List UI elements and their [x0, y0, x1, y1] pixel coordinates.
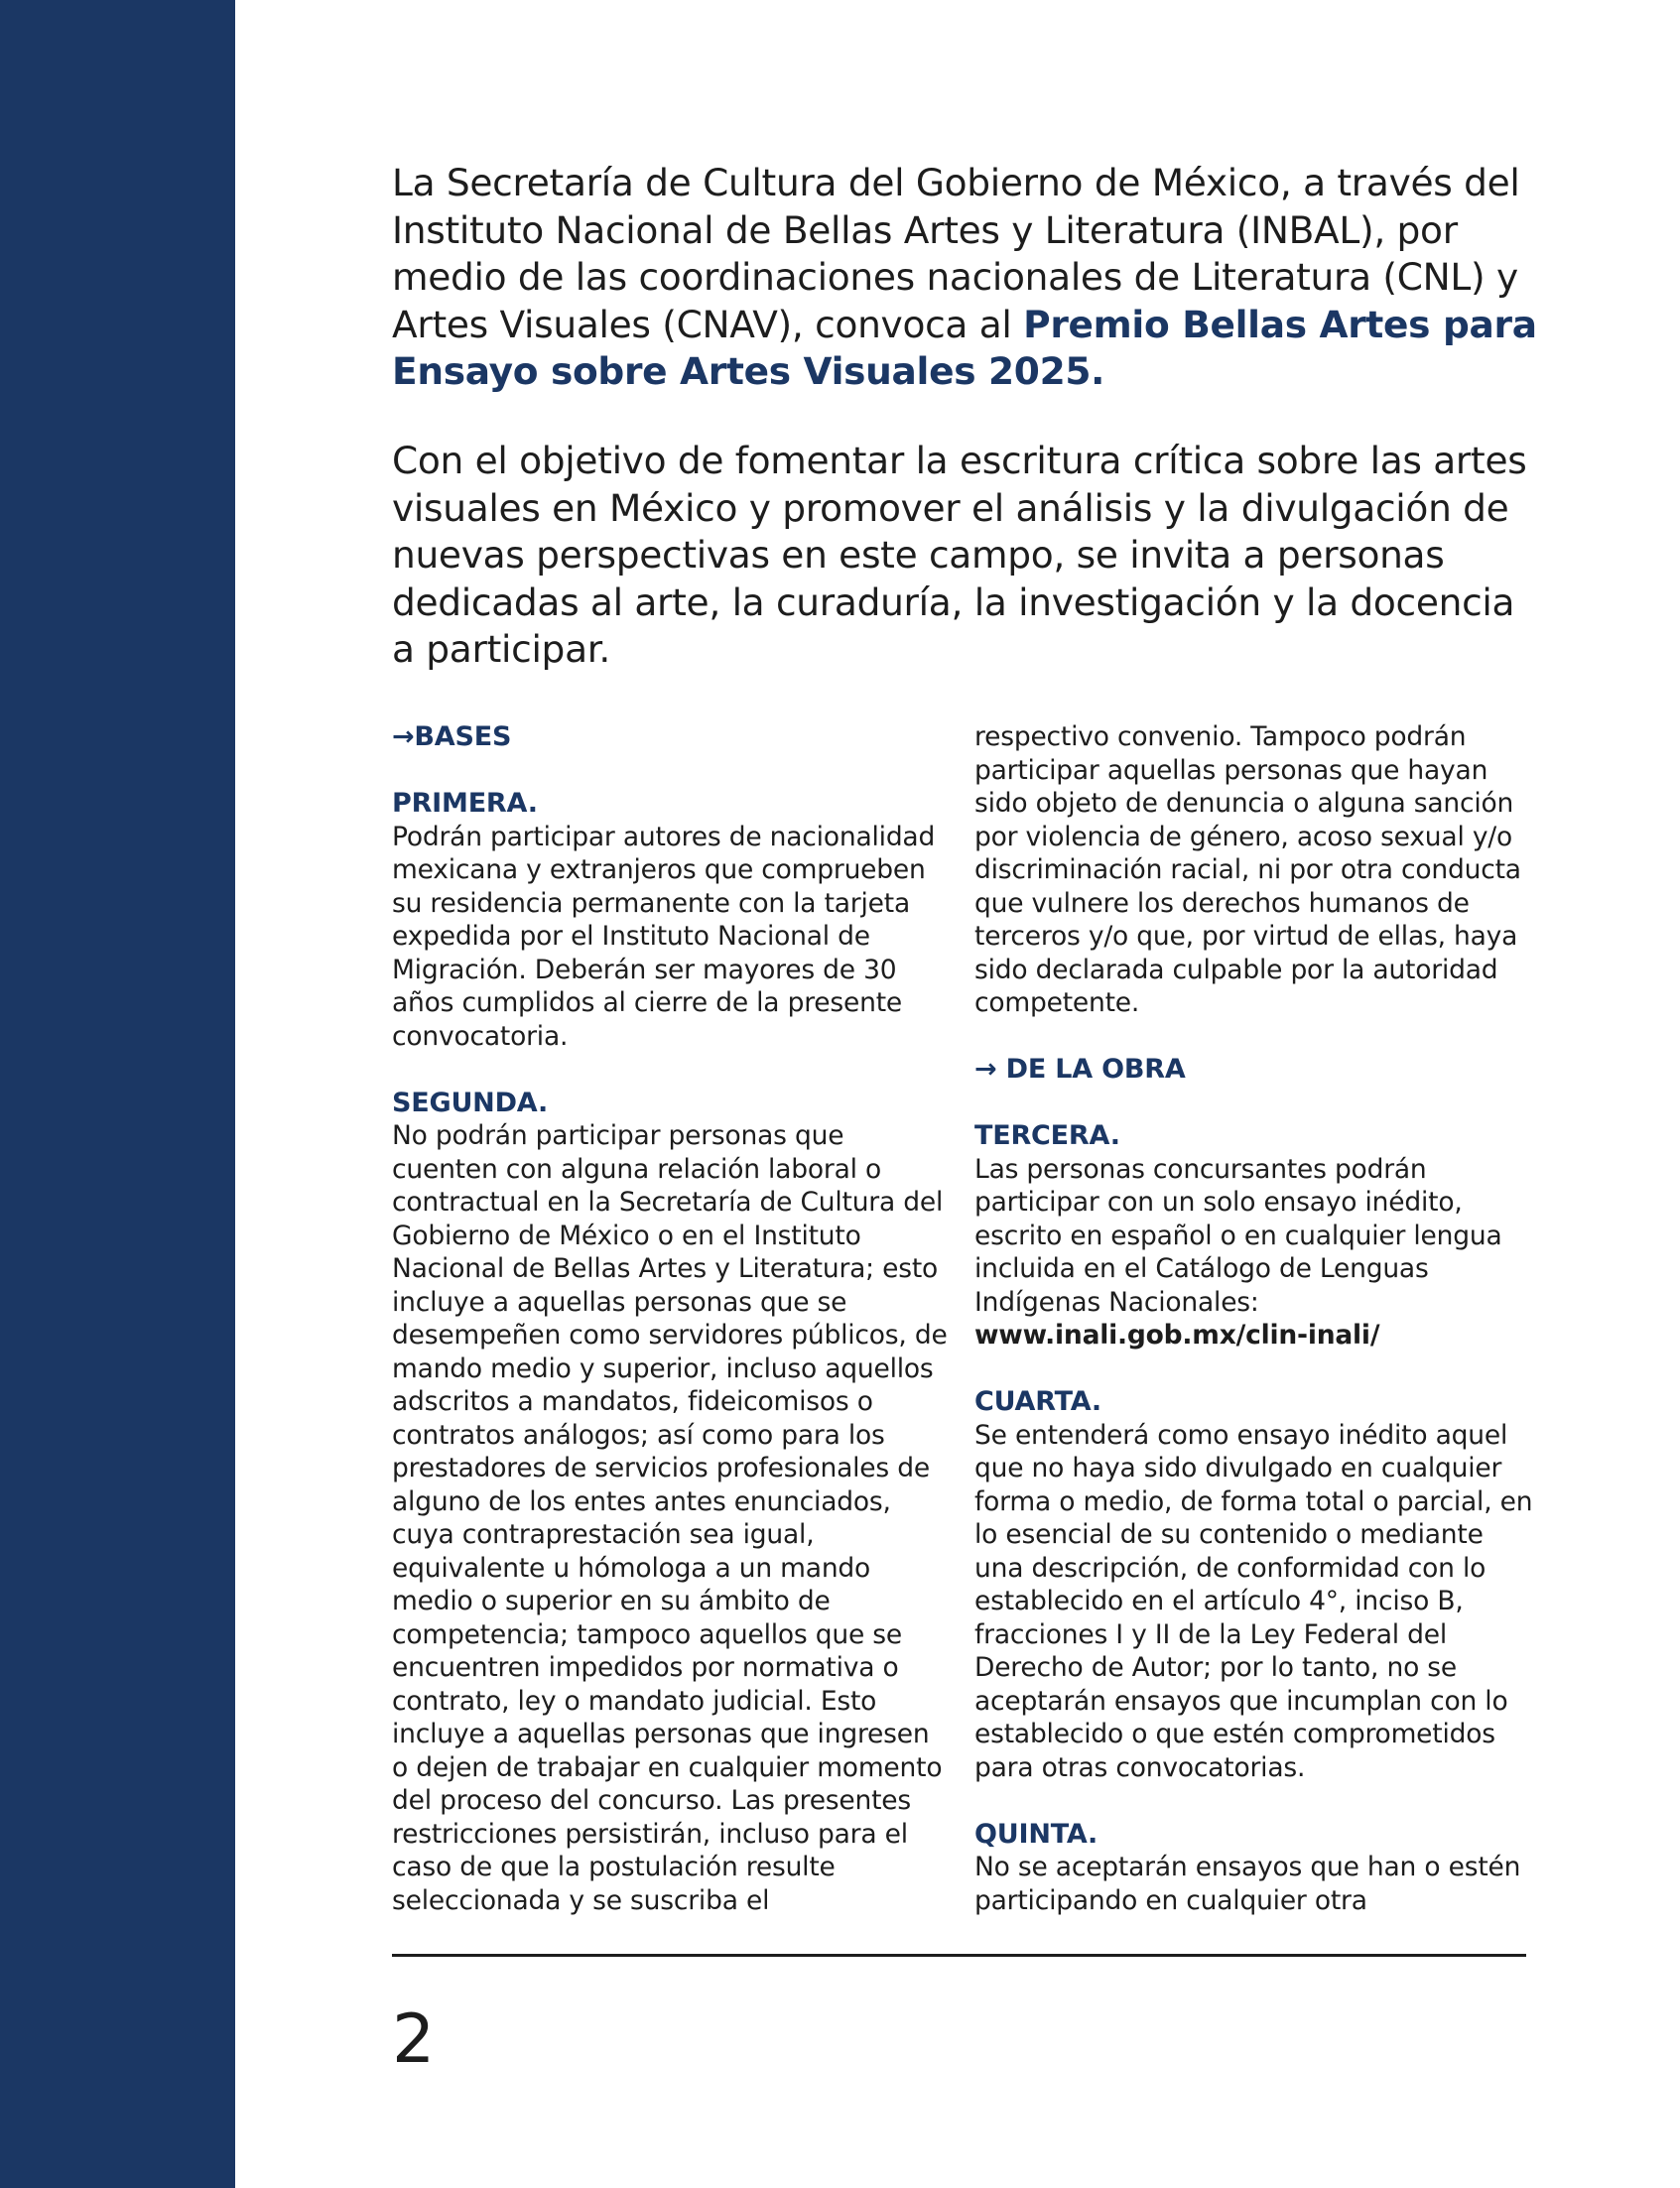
segunda-continued-text: respectivo convenio. Tampoco podrán participar aquellas personas que hayan sido objeto de denuncia o alguna sanción por violencia de género, acoso sexual y/o discriminación racial, ni por otra conducta que vulnere los derechos humanos de terceros y/o que, por virtud de ellas, haya sido declarada culpable por la autoridad competente. — [974, 721, 1521, 1018]
obra-heading: → DE LA OBRA — [974, 1054, 1186, 1085]
tercera-heading: TERCERA. — [974, 1120, 1120, 1151]
quinta-text: No se aceptarán ensayos que han o estén participando en cualquier otra — [974, 1852, 1521, 1916]
primera-text: Podrán participar autores de nacionalidad mexicana y extranjeros que comprueben su residencia permanente con la tarjeta expedida por el Instituto Nacional de Migración. Deberán ser mayores de 30 años cumplidos al cierre de la presente convocatoria. — [392, 821, 936, 1052]
left-column — [392, 720, 953, 1917]
primera-heading: PRIMERA. — [392, 788, 538, 819]
intro-paragraph — [392, 160, 1543, 396]
right-column — [974, 720, 1535, 1917]
intro-text: La Secretaría de Cultura del Gobierno de México, a través del Instituto Nacional de Bellas Artes y Literatura (INBAL), por medio de las coordinaciones nacionales de Literatura (CNL) y Artes Visuales (CNAV), convoca al — [392, 161, 1520, 346]
segunda-heading: SEGUNDA. — [392, 1087, 549, 1118]
prize-name: Premio Bellas Artes para Ensayo sobre Artes Visuales 2025. — [392, 302, 1537, 393]
cuarta-text: Se entenderá como ensayo inédito aquel que no haya sido divulgado en cualquier forma o medio, de forma total o parcial, en lo esencial de su contenido o mediante una descripción, de conformidad con lo establecido en el artículo 4°, inciso B, fracciones I y II de la Ley Federal del Derecho de Autor; por lo tanto, no se aceptarán ensayos que incumplan con lo establecido o que estén comprometidos para otras convocatorias. — [974, 1419, 1533, 1783]
tercera-text: Las personas concursantes podrán participar con un solo ensayo inédito, escrito en español o en cualquier lengua incluida en el Catálogo de Lenguas Indígenas Nacionales: — [974, 1153, 1502, 1318]
inali-link[interactable]: www.inali.gob.mx/clin-inali/ — [974, 1320, 1380, 1351]
objective-paragraph: Con el objetivo de fomentar la escritura crítica sobre las artes visuales en México y promover el análisis y la divulgación de nuevas perspectivas en este campo, se invita a personas dedicadas al arte, la curaduría, la investigación y la docencia a participar. — [392, 439, 1527, 671]
footer-divider — [392, 1954, 1526, 1957]
cuarta-heading: CUARTA. — [974, 1386, 1101, 1417]
page-number: 2 — [392, 2000, 436, 2079]
segunda-text: No podrán participar personas que cuenten con alguna relación laboral o contractual en la Secretaría de Cultura del Gobierno de México o en el Instituto Nacional de Bellas Artes y Literatura; esto incluye a aquellas personas que se desempeñen como servidores públicos, de mando medio y superior, incluso aquellos adscritos a mandatos, fideicomisos o contratos análogos; así como para los prestadores de servicios profesionales de alguno de los entes antes enunciados, cuya contraprestación sea igual, equivalente u hómologa a un mando medio o superior en su ámbito de competencia; tampoco aquellos que se encuentren impedidos por normativa o contrato, ley o mandato judicial. Esto incluye a aquellas personas que ingresen o dejen de trabajar en cualquier momento del proceso del concurso. Las presentes restricciones persistirán, incluso para el caso de que la postulación resulte seleccionada y se suscriba el — [392, 1120, 948, 1916]
bases-heading: →BASES — [392, 721, 512, 752]
quinta-heading: QUINTA. — [974, 1818, 1098, 1850]
side-color-band — [0, 0, 235, 2188]
